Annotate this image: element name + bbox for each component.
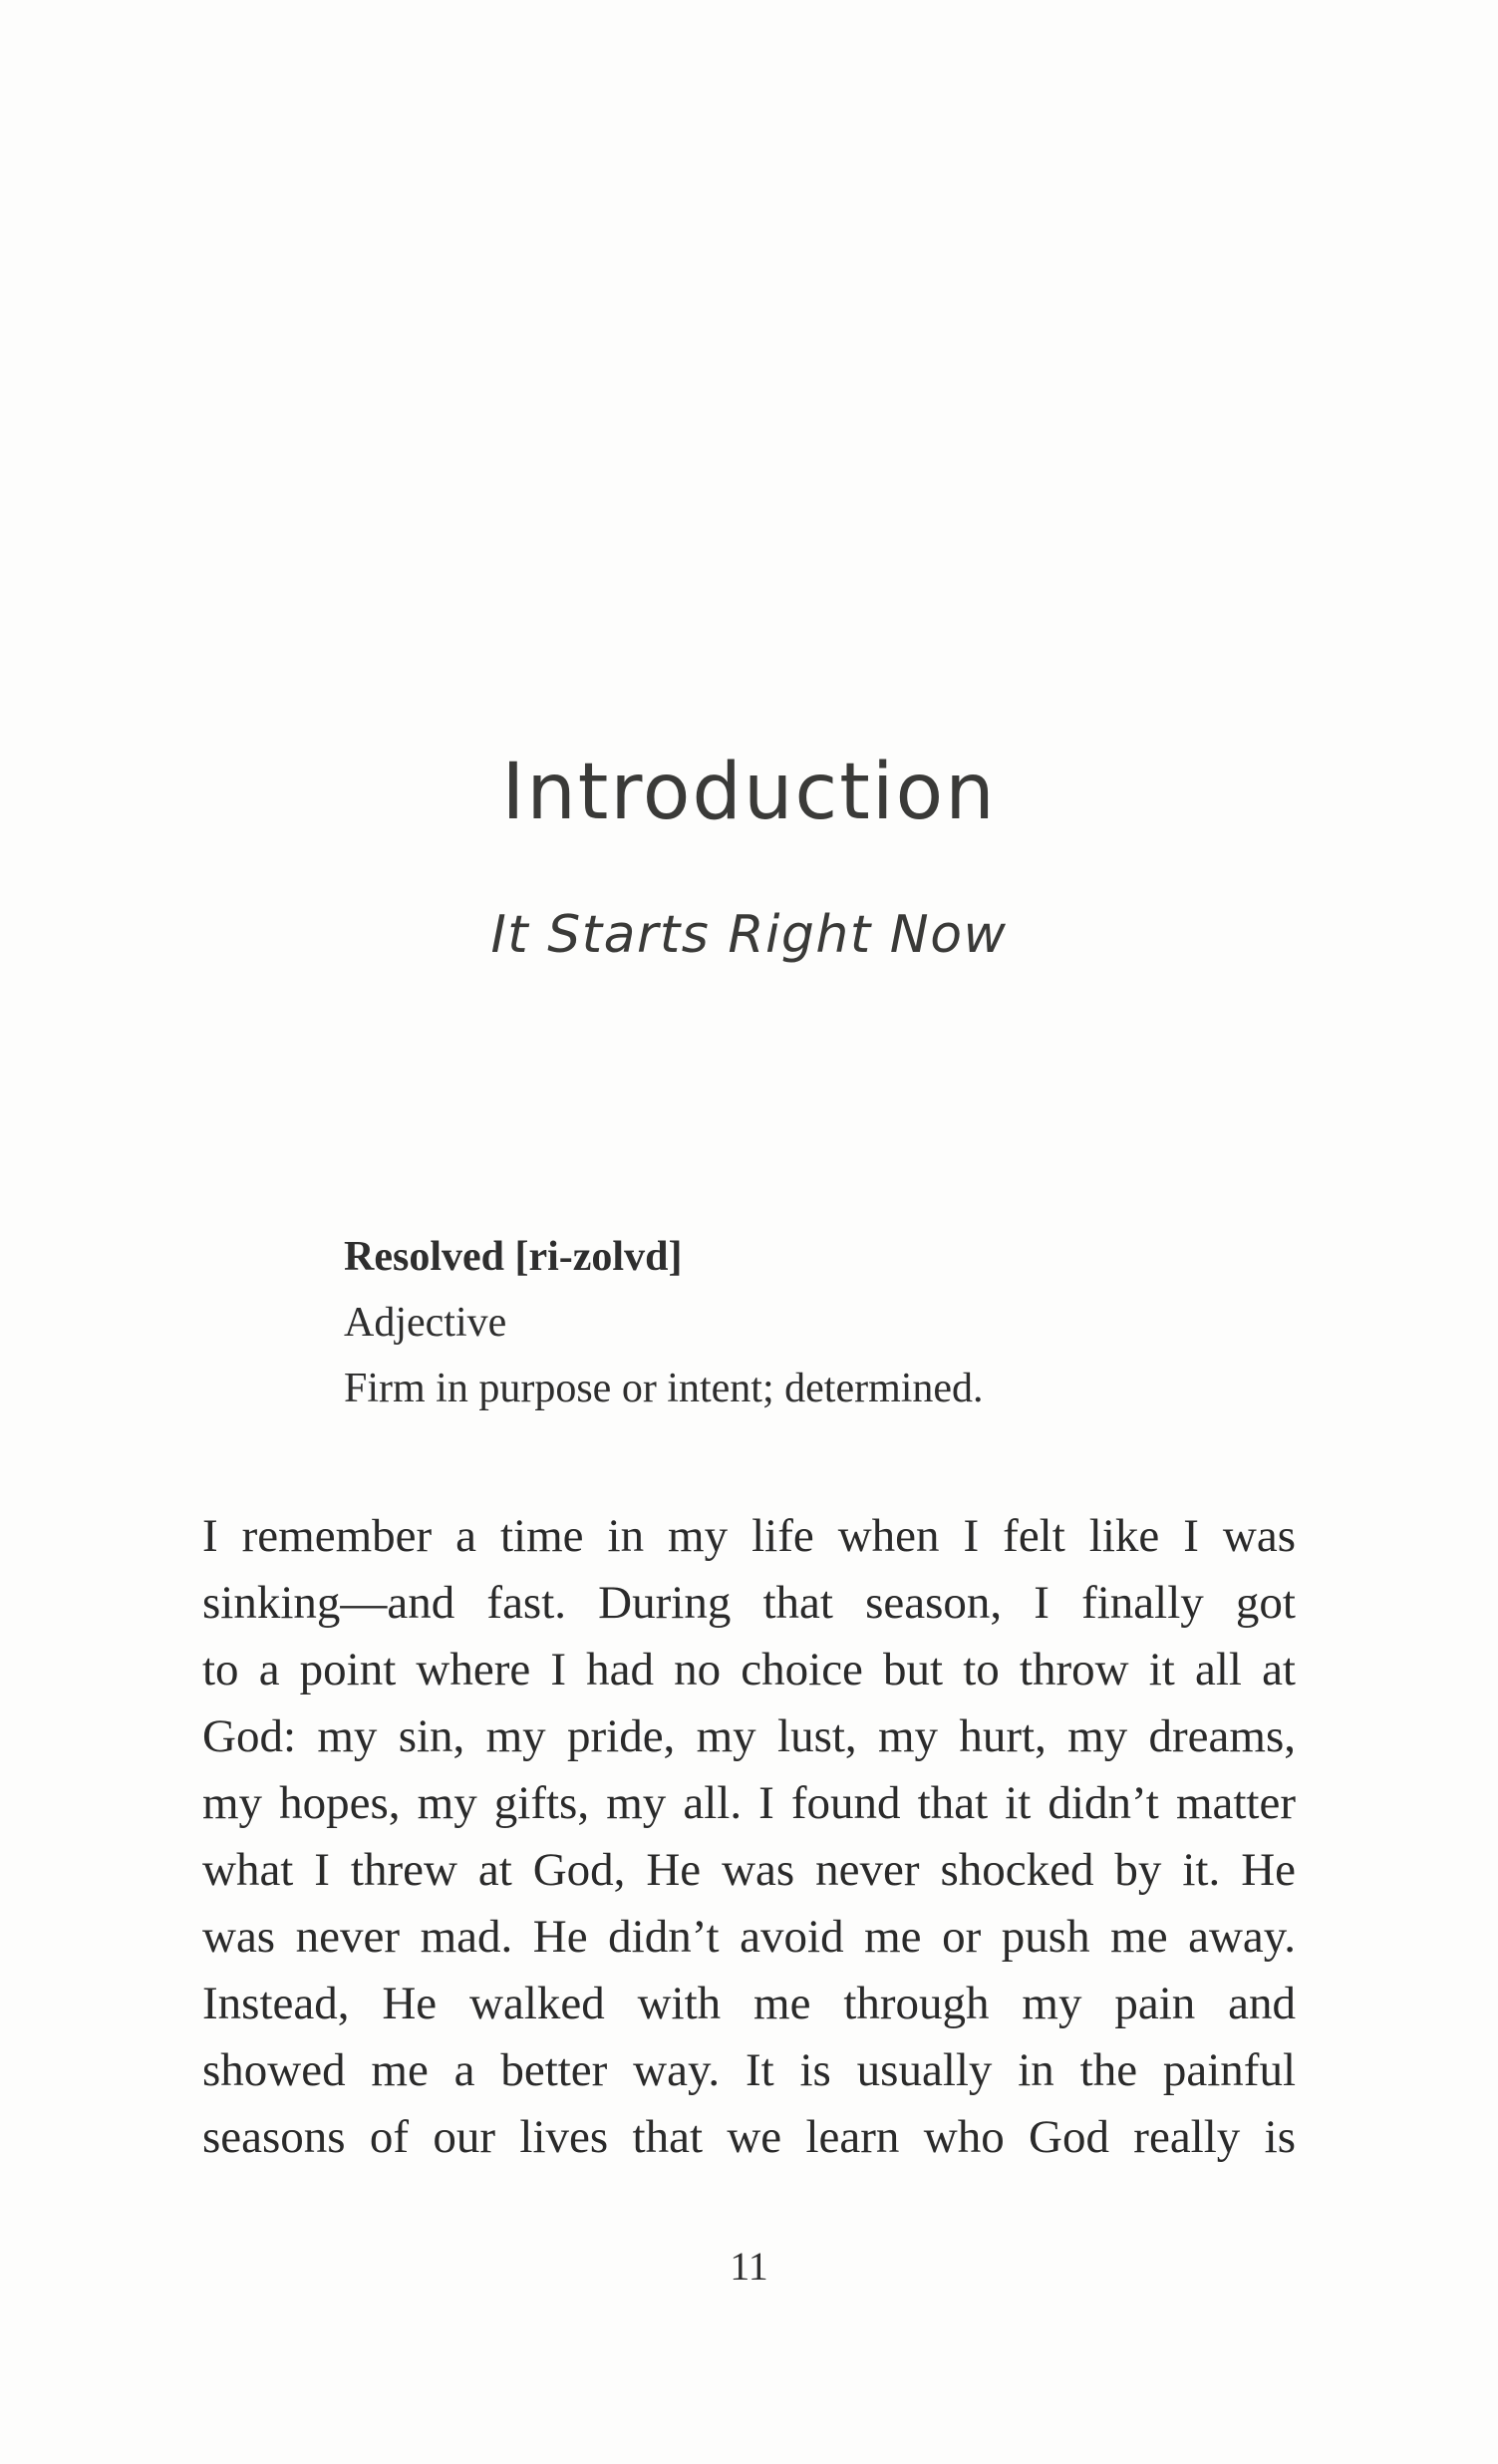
body-line: sinking—and fast. During that season, I finally got bbox=[202, 1577, 1296, 1629]
body-line: what I threw at God, He was never shocked by it. He bbox=[202, 1844, 1296, 1896]
body-line: was never mad. He didn’t avoid me or push me away. bbox=[202, 1911, 1296, 1963]
body-paragraph bbox=[202, 1503, 1296, 2171]
body-line: showed me a better way. It is usually in the painful bbox=[202, 2044, 1296, 2096]
body-line: I remember a time in my life when I felt like I was bbox=[202, 1510, 1296, 1562]
chapter-subtitle: It Starts Right Now bbox=[490, 905, 1008, 965]
body-line: my hopes, my gifts, my all. I found that it didn’t matter bbox=[202, 1777, 1296, 1829]
body-line: Instead, He walked with me through my pain and bbox=[202, 1978, 1296, 2029]
definition-term: Resolved [ri-zolvd] bbox=[344, 1234, 683, 1280]
body-line: to a point where I had no choice but to throw it all at bbox=[202, 1644, 1296, 1695]
page-number: 11 bbox=[730, 2244, 768, 2289]
definition-part-of-speech: Adjective bbox=[344, 1300, 507, 1346]
definition-meaning: Firm in purpose or intent; determined. bbox=[344, 1366, 984, 1411]
definition-block bbox=[344, 1224, 984, 1421]
chapter-title: Introduction bbox=[501, 748, 997, 837]
body-line: seasons of our lives that we learn who God really is bbox=[202, 2111, 1296, 2163]
body-line: God: my sin, my pride, my lust, my hurt, my dreams, bbox=[202, 1710, 1296, 1762]
